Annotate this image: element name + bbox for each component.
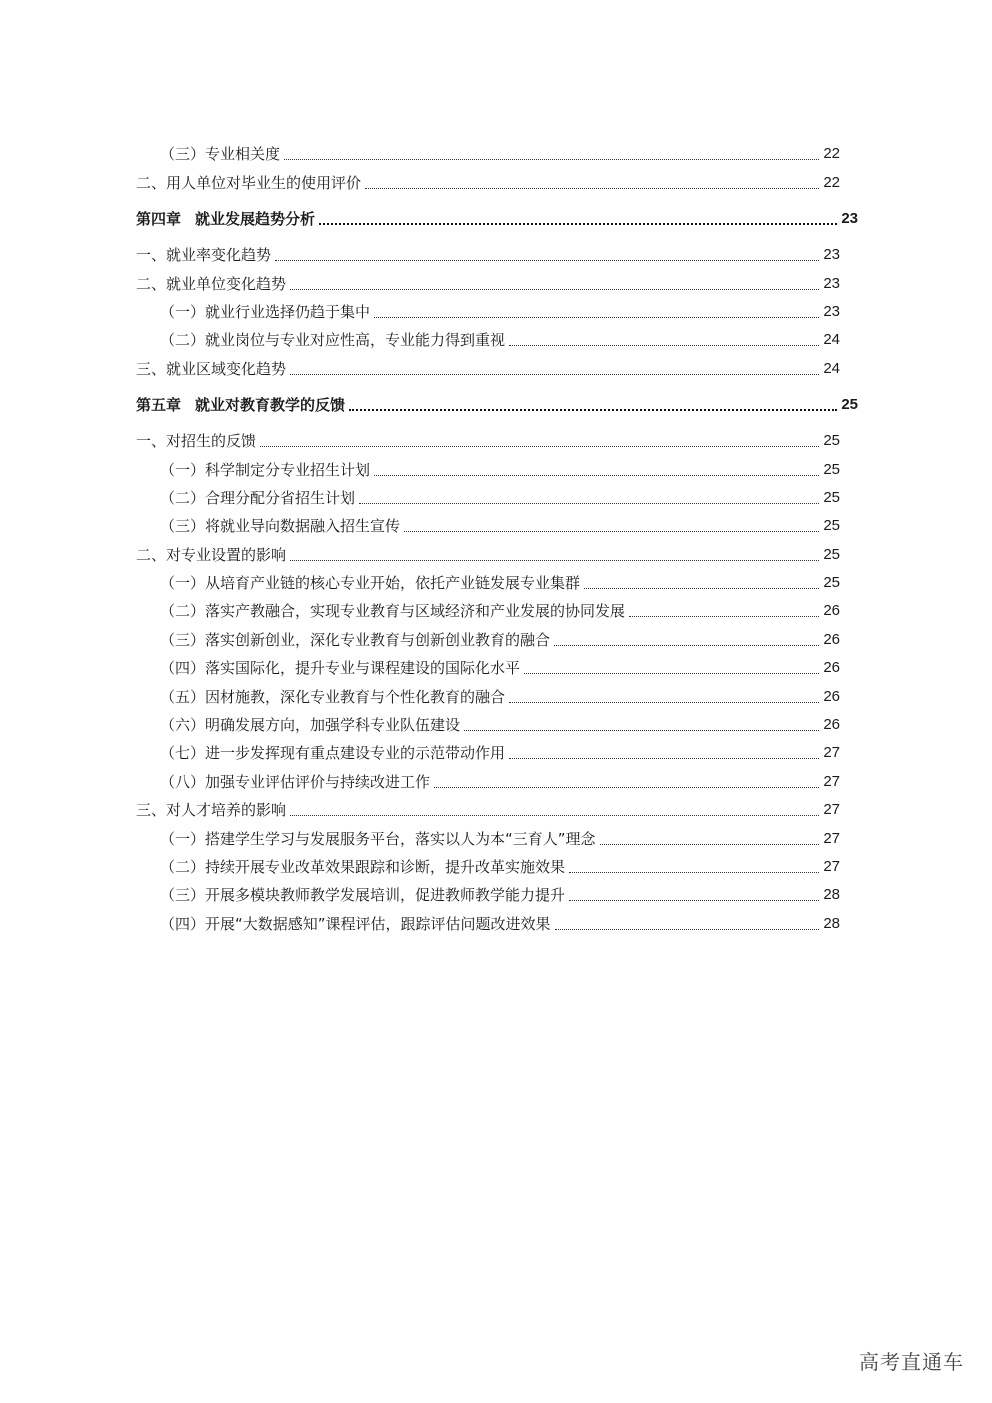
toc-entry[interactable] bbox=[136, 480, 858, 508]
toc-page-number: 27 bbox=[823, 829, 840, 847]
toc-entry-label: （二）就业岗位与专业对应性高，专业能力得到重视 bbox=[160, 331, 506, 350]
toc-entry-label: 一、对招生的反馈 bbox=[136, 432, 257, 451]
toc-page-number: 26 bbox=[823, 716, 840, 734]
dot-leader bbox=[569, 872, 819, 873]
dot-leader bbox=[555, 929, 820, 930]
toc-entry[interactable] bbox=[136, 294, 858, 322]
dot-leader bbox=[600, 844, 820, 845]
toc-page-number: 28 bbox=[823, 886, 840, 904]
toc-entry-label: （一）就业行业选择仍趋于集中 bbox=[160, 302, 371, 321]
toc-page-number: 26 bbox=[823, 602, 840, 620]
toc-chapter-entry[interactable] bbox=[136, 201, 858, 229]
dot-leader bbox=[509, 758, 819, 759]
toc-entry-label: （五）因材施教，深化专业教育与个性化教育的融合 bbox=[160, 687, 506, 706]
toc-entry[interactable] bbox=[136, 136, 858, 164]
dot-leader bbox=[284, 159, 819, 160]
toc-page-number: 25 bbox=[823, 574, 840, 592]
toc-page-number: 25 bbox=[823, 545, 840, 563]
dot-leader bbox=[275, 260, 819, 261]
toc-entry[interactable] bbox=[136, 763, 858, 791]
dot-leader bbox=[290, 374, 819, 375]
dot-leader bbox=[554, 645, 819, 646]
toc-chapter-title: 就业发展趋势分析 bbox=[195, 209, 316, 228]
toc-entry-label: （七）进一步发挥现有重点建设专业的示范带动作用 bbox=[160, 744, 506, 763]
toc-entry[interactable] bbox=[136, 820, 858, 848]
dot-leader bbox=[359, 503, 819, 504]
toc-chapter-entry[interactable] bbox=[136, 387, 858, 415]
toc-entry-label: （二）落实产教融合，实现专业教育与区域经济和产业发展的协同发展 bbox=[160, 602, 626, 621]
toc-entry-label: （二）合理分配分省招生计划 bbox=[160, 488, 356, 507]
toc-entry[interactable] bbox=[136, 650, 858, 678]
toc-entry[interactable] bbox=[136, 678, 858, 706]
toc-entry-label: 二、用人单位对毕业生的使用评价 bbox=[136, 173, 362, 192]
toc-page-number: 23 bbox=[823, 246, 840, 264]
watermark: 高考直通车 bbox=[859, 1350, 964, 1374]
toc-entry[interactable] bbox=[136, 735, 858, 763]
toc-entry-label: （一）搭建学生学习与发展服务平台，落实以人为本“三育人”理念 bbox=[160, 829, 596, 848]
toc-entry-label: （一）从培育产业链的核心专业开始，依托产业链发展专业集群 bbox=[160, 574, 581, 593]
toc-entry-label: （三）开展多模块教师教学发展培训，促进教师教学能力提升 bbox=[160, 886, 566, 905]
dot-leader bbox=[569, 900, 819, 901]
dot-leader bbox=[509, 345, 819, 346]
toc-entry[interactable] bbox=[136, 164, 858, 192]
toc-entry[interactable] bbox=[136, 565, 858, 593]
toc-entry[interactable] bbox=[136, 508, 858, 536]
toc-entry[interactable] bbox=[136, 451, 858, 479]
toc-entry[interactable] bbox=[136, 350, 858, 378]
toc-entry[interactable] bbox=[136, 423, 858, 451]
dot-leader bbox=[319, 223, 837, 225]
toc-entry-label: （六）明确发展方向，加强学科专业队伍建设 bbox=[160, 716, 461, 735]
toc-page-number: 23 bbox=[841, 209, 858, 227]
dot-leader bbox=[509, 702, 819, 703]
toc-entry-label: （一）科学制定分专业招生计划 bbox=[160, 460, 371, 479]
toc-entry-label: 一、就业率变化趋势 bbox=[136, 246, 272, 265]
toc-page-number: 25 bbox=[841, 395, 858, 413]
toc-entry[interactable] bbox=[136, 792, 858, 820]
toc-entry[interactable] bbox=[136, 877, 858, 905]
dot-leader bbox=[404, 531, 819, 532]
toc-entry-label: （二）持续开展专业改革效果跟踪和诊断，提升改革实施效果 bbox=[160, 857, 566, 876]
toc-page-number: 22 bbox=[823, 173, 840, 191]
dot-leader bbox=[290, 560, 819, 561]
toc-entry-label: （八）加强专业评估评价与持续改进工作 bbox=[160, 772, 431, 791]
toc-entry[interactable] bbox=[136, 849, 858, 877]
dot-leader bbox=[584, 588, 819, 589]
toc-page-number: 26 bbox=[823, 687, 840, 705]
toc-entry-label: 二、就业单位变化趋势 bbox=[136, 274, 287, 293]
toc-page-number: 27 bbox=[823, 772, 840, 790]
dot-leader bbox=[290, 815, 819, 816]
toc-page-number: 27 bbox=[823, 801, 840, 819]
toc-entry[interactable] bbox=[136, 593, 858, 621]
dot-leader bbox=[374, 475, 819, 476]
toc-page-number: 23 bbox=[823, 274, 840, 292]
toc-chapter-title: 就业对教育教学的反馈 bbox=[195, 395, 346, 414]
dot-leader bbox=[290, 289, 819, 290]
toc-entry-label: 三、对人才培养的影响 bbox=[136, 801, 287, 820]
toc-page-number: 25 bbox=[823, 517, 840, 535]
toc-chapter-number: 第五章 bbox=[136, 395, 182, 414]
toc-entry[interactable] bbox=[136, 536, 858, 564]
toc-page-number: 27 bbox=[823, 857, 840, 875]
dot-leader bbox=[365, 188, 819, 189]
toc-page-number: 23 bbox=[823, 302, 840, 320]
toc-entry-label: （三）落实创新创业，深化专业教育与创新创业教育的融合 bbox=[160, 630, 551, 649]
toc-entry[interactable] bbox=[136, 265, 858, 293]
toc-entry[interactable] bbox=[136, 322, 858, 350]
dot-leader bbox=[524, 673, 819, 674]
toc-entry[interactable] bbox=[136, 237, 858, 265]
toc-entry-label: （四）开展“大数据感知”课程评估，跟踪评估问题改进效果 bbox=[160, 914, 551, 933]
toc-page-number: 26 bbox=[823, 659, 840, 677]
toc-entry-label: 二、对专业设置的影响 bbox=[136, 545, 287, 564]
toc-entry[interactable] bbox=[136, 905, 858, 933]
toc-page-number: 28 bbox=[823, 914, 840, 932]
toc-page-number: 25 bbox=[823, 488, 840, 506]
dot-leader bbox=[434, 787, 819, 788]
toc-page-number: 25 bbox=[823, 432, 840, 450]
toc-entry-label: （四）落实国际化，提升专业与课程建设的国际化水平 bbox=[160, 659, 521, 678]
toc-entry-label: （三）专业相关度 bbox=[160, 145, 281, 164]
dot-leader bbox=[349, 409, 837, 411]
toc-page-number: 24 bbox=[823, 359, 840, 377]
toc-page-number: 24 bbox=[823, 331, 840, 349]
dot-leader bbox=[374, 317, 819, 318]
dot-leader bbox=[260, 446, 819, 447]
toc-page-number: 25 bbox=[823, 460, 840, 478]
toc-page-number: 26 bbox=[823, 630, 840, 648]
toc-entry-label: （三）将就业导向数据融入招生宣传 bbox=[160, 517, 401, 536]
toc-entry[interactable] bbox=[136, 621, 858, 649]
toc-entry-label: 三、就业区域变化趋势 bbox=[136, 359, 287, 378]
dot-leader bbox=[629, 616, 819, 617]
toc-page-number: 27 bbox=[823, 744, 840, 762]
dot-leader bbox=[464, 730, 819, 731]
toc-chapter-number: 第四章 bbox=[136, 209, 182, 228]
toc-entry[interactable] bbox=[136, 707, 858, 735]
table-of-contents bbox=[136, 136, 858, 934]
toc-page-number: 22 bbox=[823, 145, 840, 163]
